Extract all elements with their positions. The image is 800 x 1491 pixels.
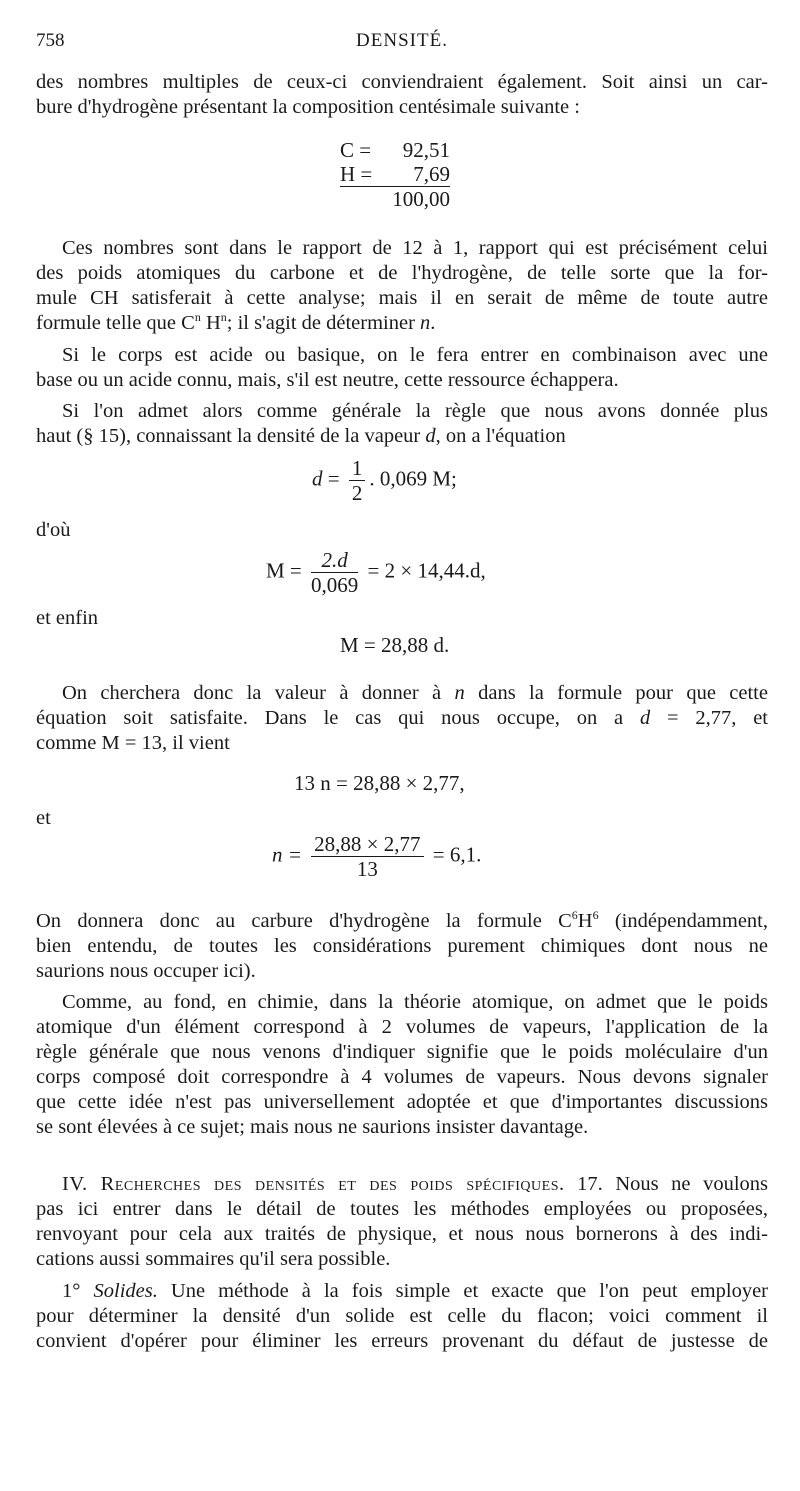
paragraph-6-line-2: bien entendu, de toutes les considérations purement chimiques dont nous ne xyxy=(36,935,768,957)
paragraph-6-line-1: On donnera donc au carbure d'hydrogène la formule $C^6H^6$ (indépendamment, xyxy=(36,908,768,932)
equation-molecular-weight: M = $\frac{2.d}{0,069}$ = 2 × 14,44.d, xyxy=(266,548,486,597)
paragraph-4-line-2: haut (§ 15), connaissant la densité de la vapeur d, on a l'équation xyxy=(36,425,566,447)
paragraph-2-line-4: formule telle que $C^n$ $H^n$; il s'agit de déterminer n. xyxy=(36,310,436,334)
paragraph-3-line-2: base ou un acide connu, mais, s'il est neutre, cette ressource échappera. xyxy=(36,369,619,391)
paragraph-4-line-1: Si l'on admet alors comme générale la règle que nous avons donnée plus xyxy=(62,400,768,422)
hydrogen-label: H = xyxy=(340,162,373,186)
paragraph-7-line-5: que cette idée n'est pas universellement adoptée et que d'importantes discussions xyxy=(36,1091,768,1113)
paragraph-1-line-1: des nombres multiples de ceux-ci conviendraient également. Soit ainsi un car- xyxy=(36,71,768,93)
paragraph-7-line-2: atomique d'un élément correspond à 2 volumes de vapeurs, l'application de la xyxy=(36,1016,768,1038)
composition-table xyxy=(340,138,450,211)
paragraph-7-line-6: se sont élevées à ce sujet; mais nous ne saurions insister davantage. xyxy=(36,1116,589,1138)
paragraph-8-line-3: renvoyant pour cela aux traités de physique, et nous nous bornerons à des indi- xyxy=(36,1223,768,1245)
paragraph-7-line-4: corps composé doit correspondre à 4 volumes de vapeurs. Nous devons signaler xyxy=(36,1066,768,1088)
equation-molecular-weight-simplified: M = 28,88 d. xyxy=(340,633,450,657)
paragraph-6-line-3: saurions nous occuper ici). xyxy=(36,960,256,982)
equation-n-value: n = $\frac{28,88 \times 2,77}{13}$ = 6,1. xyxy=(272,832,482,881)
subsection-title: Solides. xyxy=(93,1280,158,1302)
paragraph-9-line-2: pour déterminer la densité d'un solide est celle du flacon; voici comment il xyxy=(36,1305,768,1327)
paragraph-9-line-1: 1° Solides. Une méthode à la fois simple et exacte que l'on peut employer xyxy=(62,1280,768,1302)
equation-density: d = $\frac{1}{2}$ . 0,069 M; xyxy=(312,456,457,505)
carbon-label: C = xyxy=(340,138,372,162)
carbon-value: 92,51 xyxy=(402,138,451,162)
hydrogen-value: 7,69 xyxy=(372,162,450,187)
text-et: et xyxy=(36,807,51,829)
composition-total: 100,00 xyxy=(392,187,451,211)
equation-13n: 13 n = 28,88 × 2,77, xyxy=(294,771,465,795)
page-header xyxy=(36,30,768,58)
paragraph-8-line-4: cations aussi sommaires qu'il sera possible. xyxy=(36,1248,391,1270)
paragraph-5-line-3: comme M = 13, il vient xyxy=(36,732,230,754)
text-dou: d'où xyxy=(36,519,71,541)
paragraph-3-line-1: Si le corps est acide ou basique, on le fera entrer en combinaison avec une xyxy=(62,344,768,366)
paragraph-8-line-1: IV. Recherches des densités et des poids spécifiques. 17. Nous ne voulons xyxy=(62,1173,768,1195)
paragraph-7-line-3: règle générale que nous venons d'indiquer signifie que le poids moléculaire d'un xyxy=(36,1041,768,1063)
paragraph-8-line-2: pas ici entrer dans le détail de toutes les méthodes employées ou proposées, xyxy=(36,1198,768,1220)
running-title: DENSITÉ. xyxy=(356,30,448,51)
paragraph-1-line-2: bure d'hydrogène présentant la composition centésimale suivante : xyxy=(36,96,580,118)
paragraph-2-line-2: des poids atomiques du carbone et de l'hydrogène, de telle sorte que la for- xyxy=(36,262,768,284)
section-heading: IV. Recherches des densités et des poids spécifiques. xyxy=(62,1173,565,1195)
text-et-enfin: et enfin xyxy=(36,607,99,629)
paragraph-2-line-1: Ces nombres sont dans le rapport de 12 à 1, rapport qui est précisément celui xyxy=(62,237,768,259)
paragraph-2-line-3: mule CH satisferait à cette analyse; mais il en serait de même de toute autre xyxy=(36,287,768,309)
paragraph-9-line-3: convient d'opérer pour éliminer les erreurs provenant du défaut de justesse de xyxy=(36,1330,768,1352)
paragraph-5-line-2: équation soit satisfaite. Dans le cas qui nous occupe, on a d = 2,77, et xyxy=(36,707,768,729)
page-number: 758 xyxy=(36,30,65,51)
paragraph-5-line-1: On cherchera donc la valeur à donner à n dans la formule pour que cette xyxy=(62,682,768,704)
paragraph-7-line-1: Comme, au fond, en chimie, dans la théorie atomique, on admet que le poids xyxy=(62,991,768,1013)
